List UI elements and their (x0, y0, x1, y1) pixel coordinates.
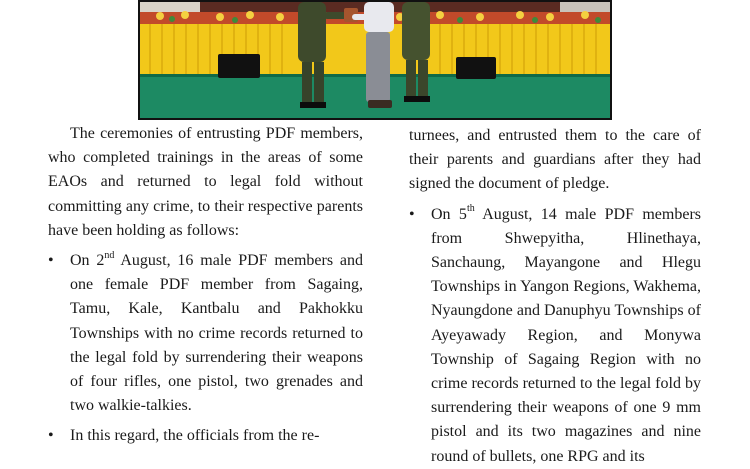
left-column (48, 120, 363, 449)
right-bullet-list (409, 203, 701, 469)
bullet-date-suffix: th (466, 203, 475, 215)
bullet-text: August, 16 male PDF members and one female PDF member from Sagaing, Tamu, Kale, Kantbalu and Pakhokku Townships with no crime records returned to the legal fold by surrendering their weapons of four rifles, one pistol, two grenades and two walkie-talkies. (70, 252, 363, 415)
bullet-item-officials (48, 424, 363, 448)
bullet-date: On 5 (431, 205, 467, 223)
bullet-item-aug-5 (409, 203, 701, 469)
ceremony-photo (138, 0, 612, 120)
bullet-date-suffix: nd (104, 249, 115, 261)
bullet-date: On 2 (70, 252, 105, 270)
continuation-paragraph: turnees, and entrusted them to the care of their parents and guardians after they had signed the document of pledge. (409, 127, 701, 193)
bullet-text: August, 14 male PDF members from Shwepyitha, Hlinethaya, Sanchaung, Mayangone and Hlegu Townships in Yangon Regions, Wakhema, Nyaungdone and Danuphyu Townships of Ayeyawady Region, and Monywa Township of Sagaing Region with no crime records returned to the legal fold by surrendering their weapons of one 9 mm pistol and its two magazines and nine round of bullets, one RPG and its (431, 205, 702, 465)
left-bullet-list (48, 249, 363, 449)
ceremony-photo-graphic (140, 2, 610, 118)
bullet-item-aug-2 (48, 249, 363, 418)
intro-paragraph: The ceremonies of entrusting PDF members, who completed trainings in the areas of some EAOs and returned to legal fold without committing any crime, to their respective parents have been holding as follows: (48, 125, 363, 239)
right-column (409, 120, 701, 469)
bullet-text: In this regard, the officials from the re- (70, 427, 320, 445)
